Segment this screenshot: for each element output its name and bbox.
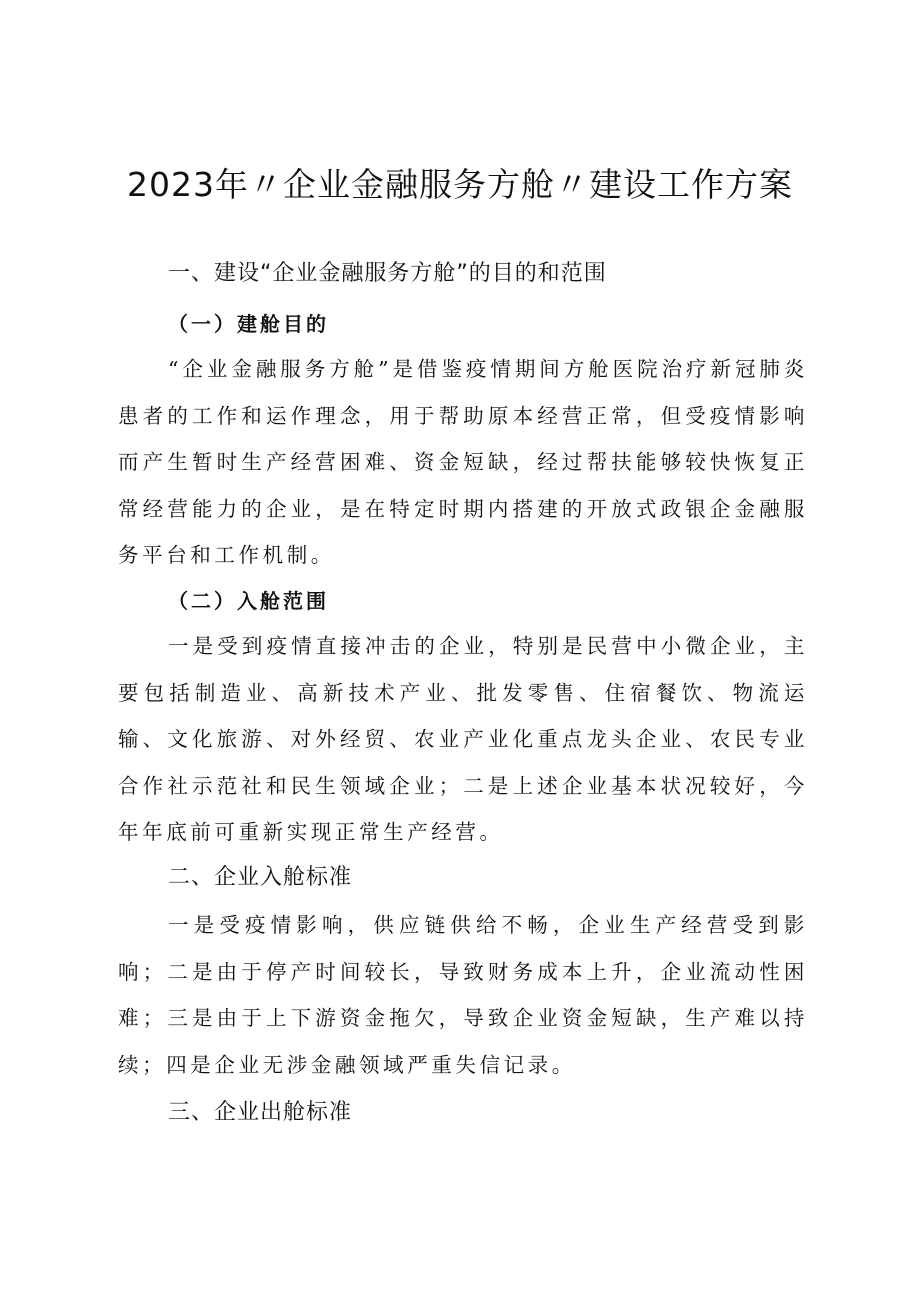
paragraph-purpose: “企业金融服务方舱”是借鉴疫情期间方舱医院治疗新冠肺炎患者的工作和运作理念，用于帮助原本经营正常，但受疫情影响而产生暂时生产经营困难、资金短缺，经过帮扶能够较快恢复正常经营能力的企业，是在特定时期内搭建的开放式政银企金融服务平台和工作机制。	[118, 357, 808, 567]
subsection-heading-scope: （二）入舱范围	[168, 589, 329, 613]
section-heading-exit-criteria: 三、企业出舱标准	[168, 1100, 353, 1125]
section-heading-purpose-scope: 一、建设“企业金融服务方舱”的目的和范围	[168, 261, 607, 286]
document-title: 2023年〃企业金融服务方舱〃建设工作方案	[127, 165, 793, 204]
paragraph-scope: 一是受到疫情直接冲击的企业，特别是民营中小微企业，主要包括制造业、高新技术产业、批发零售、住宿餐饮、物流运输、文化旅游、对外经贸、农业产业化重点龙头企业、农民专业合作社示范社和民生领域企业；二是上述企业基本状况较好，今年年底前可重新实现正常生产经营。	[118, 634, 808, 844]
paragraph-entry-criteria: 一是受疫情影响，供应链供给不畅，企业生产经营受到影响；二是由于停产时间较长，导致财务成本上升，企业流动性困难；三是由于上下游资金拖欠，导致企业资金短缺，生产难以持续；四是企业无涉金融领域严重失信记录。	[118, 913, 808, 1077]
section-heading-entry-criteria: 二、企业入舱标准	[168, 865, 353, 890]
subsection-heading-purpose: （一）建舱目的	[168, 312, 329, 336]
